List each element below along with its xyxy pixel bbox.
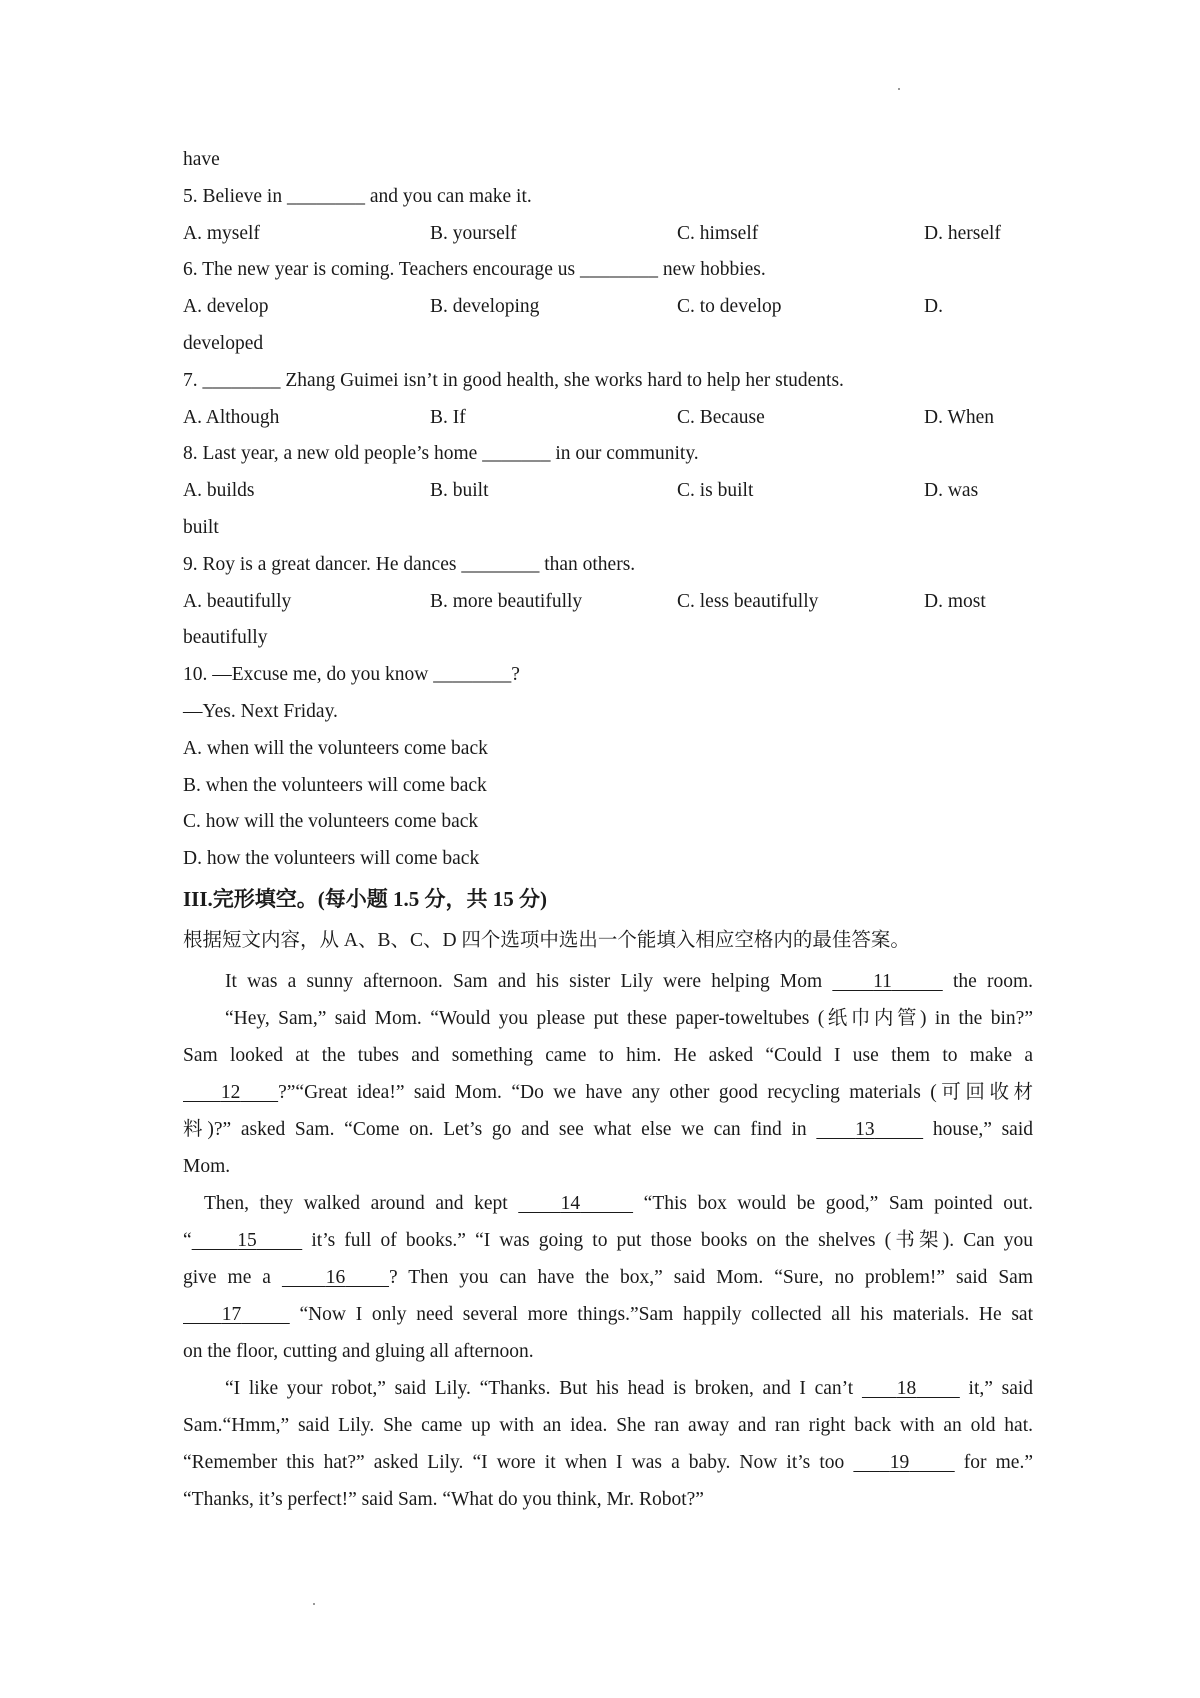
passage-line: Sam looked at the tubes and something came to him. He asked “Could I use them to make a [183,1045,1033,1066]
option: C. himself [677,222,759,244]
passage-line: 料)?” asked Sam. “Come on. Let’s go and see what else we can find in 13 house,” said [183,1119,1034,1140]
passage-line: “ 15 it’s full of books.” “I was going to put those books on the shelves (书架). Can you [183,1230,1034,1251]
option-row [183,289,1033,326]
option-row [183,584,1033,621]
question-stem: 8. Last year, a new old people’s home _______ in our community. [183,443,699,465]
option-row [183,216,1033,253]
option-row [183,473,1033,510]
option: D. was [924,480,979,502]
passage-line: “Remember this hat?” asked Lily. “I wore it when I was a baby. Now it’s too 19 for me.” [183,1452,1033,1473]
passage-line: Sam.“Hmm,” said Lily. She came up with an idea. She ran away and ran right back with an old hat. [183,1415,1033,1436]
blank-15: 15 [237,1230,257,1251]
question-stem: 5. Believe in ________ and you can make it. [183,185,532,207]
option: B. If [430,406,466,428]
option-wrap: built [183,516,219,538]
scan-dot [898,88,900,90]
option: A. builds [183,480,255,502]
question-stem: 10. —Excuse me, do you know ________? [183,664,520,686]
question-stem: 7. ________ Zhang Guimei isn’t in good health, she works hard to help her students. [183,369,844,391]
blank-11: 11 [873,971,892,992]
section-instruction: 根据短文内容，从 A、B、C、D 四个选项中选出一个能填入相应空格内的最佳答案。 [183,929,910,951]
blank-16: 16 [325,1267,346,1288]
dialogue-reply: —Yes. Next Friday. [183,700,338,722]
passage-line: It was a sunny afternoon. Sam and his sister Lily were helping Mom 11 the room. [225,971,1033,992]
option: D. [924,296,943,318]
option: A. beautifully [183,590,292,612]
passage-line: Mom. [183,1156,231,1177]
question-stem: 6. The new year is coming. Teachers encourage us ________ new hobbies. [183,259,766,281]
option: B. when the volunteers will come back [183,774,487,796]
option: B. more beautifully [430,590,583,612]
mcq-section [183,142,1033,962]
option: C. how will the volunteers come back [183,811,479,833]
question-stem: 9. Roy is a great dancer. He dances ________ than others. [183,553,636,575]
option: C. less beautifully [677,590,819,612]
blank-12: 12 [220,1082,241,1103]
option-row [183,400,1033,437]
continued-line: have [183,149,220,170]
blank-18: 18 [896,1378,917,1399]
option: A. when will the volunteers come back [183,737,488,759]
passage-line: 17 “Now I only need several more things.”Sam happily collected all his materials. He sat [183,1296,1033,1333]
passage-line: 12 ?”“Great idea!” said Mom. “Do we have any other good recycling materials (可回收材 [183,1074,1033,1111]
section-heading: III.完形填空。(每小题 1.5 分，共 15 分) [183,886,548,911]
option: D. When [924,406,995,428]
passage-line: Then, they walked around and kept 14 “This box would be good,” Sam pointed out. [204,1193,1034,1214]
option: D. most [924,590,986,612]
option: C. is built [677,480,754,502]
passage-line: “Thanks, it’s perfect!” said Sam. “What do you think, Mr. Robot?” [183,1489,704,1510]
scan-dot [313,1603,315,1605]
option: A. develop [183,296,269,318]
passage-line: give me a 16 ? Then you can have the box,” said Mom. “Sure, no problem!” said Sam [183,1267,1034,1288]
option: C. to develop [677,296,782,318]
option-wrap: developed [183,332,264,354]
option: B. built [430,480,489,502]
option: A. Although [183,406,280,428]
cloze-passage [183,963,1033,1518]
passage-line: “I like your robot,” said Lily. “Thanks. But his head is broken, and I can’t 18 it,” said [225,1378,1034,1399]
blank-19: 19 [889,1452,910,1473]
blank-13: 13 [855,1119,875,1140]
option: D. herself [924,222,1001,244]
option: D. how the volunteers will come back [183,848,480,870]
passage-line: on the floor, cutting and gluing all afternoon. [183,1341,534,1362]
option: B. developing [430,296,540,318]
passage-line: “Hey, Sam,” said Mom. “Would you please put these paper-toweltubes (纸巾内管) in the bin?” [225,1008,1033,1029]
option: B. yourself [430,222,517,244]
option-wrap: beautifully [183,627,268,649]
option: C. Because [677,406,765,428]
blank-14: 14 [560,1193,581,1214]
blank-17: 17 [221,1304,242,1325]
option: A. myself [183,222,260,244]
